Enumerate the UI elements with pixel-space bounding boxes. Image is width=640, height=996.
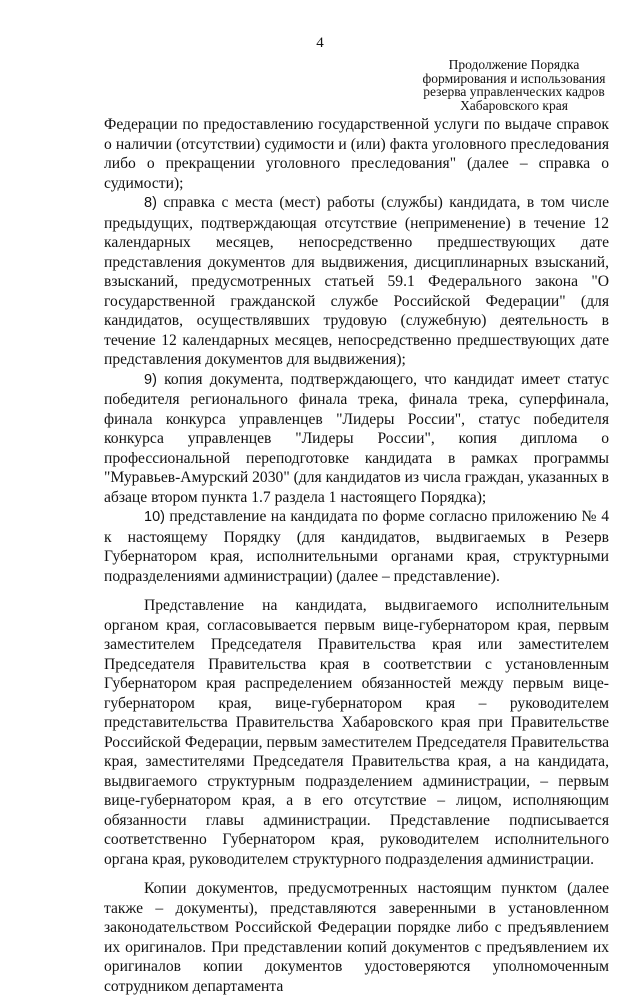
header-line: резерва управленческих кадров: [423, 84, 605, 99]
list-item-text: копия документа, подтверждающего, что кандидат имеет статус победителя регионального финала трека, финала трека, суперфинала, финала конкурса управленцев "Лидеры России", статус победителя конкурса управленцев "Лидеры России", копия диплома о профессиональной переподготовке кандидата в рамках программы "Муравьев-Амурский 2030" (для кандидатов из числа граждан, указанных в абзаце втором пункта 1.7 раздела 1 настоящего Порядка);: [104, 370, 609, 506]
header-line: формирования и использования: [422, 70, 606, 86]
list-item-8: [104, 193, 609, 370]
document-body: [104, 115, 609, 996]
header-line: Хабаровского края: [460, 97, 568, 113]
paragraph-copies: Копии документов, предусмотренных настоящим пунктом (далее также – документы), представляются заверенными в установленном законодательством Российской Федерации порядке либо с предъявлением их оригиналов. При представлении копий документов с предъявлением их оригиналов копии документов удостоверяются уполномоченным сотрудником департамента: [104, 880, 609, 995]
paragraph-representation: Представление на кандидата, выдвигаемого исполнительным органом края, согласовывается первым вице-губернатором края, первым заместителем Председателя Правительства края или заместителем Председателя Правительства края в соответствии с установленным Губернатором края распределением обязанностей между первым вице-губернатором края, вице-губернатором края – руководителем представительства Правительства Хабаровского края при Правительстве Российской Федерации, первым заместителем Председателя Правительства края, заместителями Председателя Правительства края, а на кандидата, выдвигаемого структурным подразделением администрации, – первым вице-губернатором края, а в его отсутствие – лицом, исполняющим обязанности главы администрации. Представление подписывается соответственно Губернатором края, руководителем исполнительного органа края, руководителем структурного подразделения администрации.: [104, 597, 609, 868]
list-item-9: [104, 370, 609, 508]
list-item-text: представление на кандидата по форме согласно приложению № 4 к настоящему Порядку (для кандидатов, выдвигаемых в Резерв Губернатором края, исполнительными органами края, структурными подразделениями администрации) (далее – представление).: [104, 508, 609, 585]
page-number: 4: [316, 35, 324, 51]
header-line: Продолжение Порядка: [448, 57, 580, 72]
list-item-number: 9): [144, 371, 157, 388]
list-item-number: 10): [144, 509, 165, 525]
list-item-number: 8): [144, 195, 157, 211]
continuation-header: [404, 58, 624, 112]
list-item-text: справка с места (мест) работы (службы) кандидата, в том числе предыдущих, подтверждающая отсутствие (неприменение) в течение 12 календарных месяцев, непосредственно предшествующих дате представления документов для выдвижения, дисциплинарных взысканий, взысканий, предусмотренных статьей 59.1 Федерального закона "О государственной гражданской службе Российской Федерации" (для кандидатов, осуществлявших трудовую (служебную) деятельность в течение 12 календарных месяцев, непосредственно предшествующих дате представления документов для выдвижения);: [104, 194, 609, 368]
list-item-10: [104, 507, 609, 586]
paragraph-continuation: Федерации по предоставлению государственной услуги по выдаче справок о наличии (отсутствии) судимости и (или) факта уголовного преследования либо о прекращении уголовного преследования" (далее – справка о судимости);: [104, 116, 609, 192]
